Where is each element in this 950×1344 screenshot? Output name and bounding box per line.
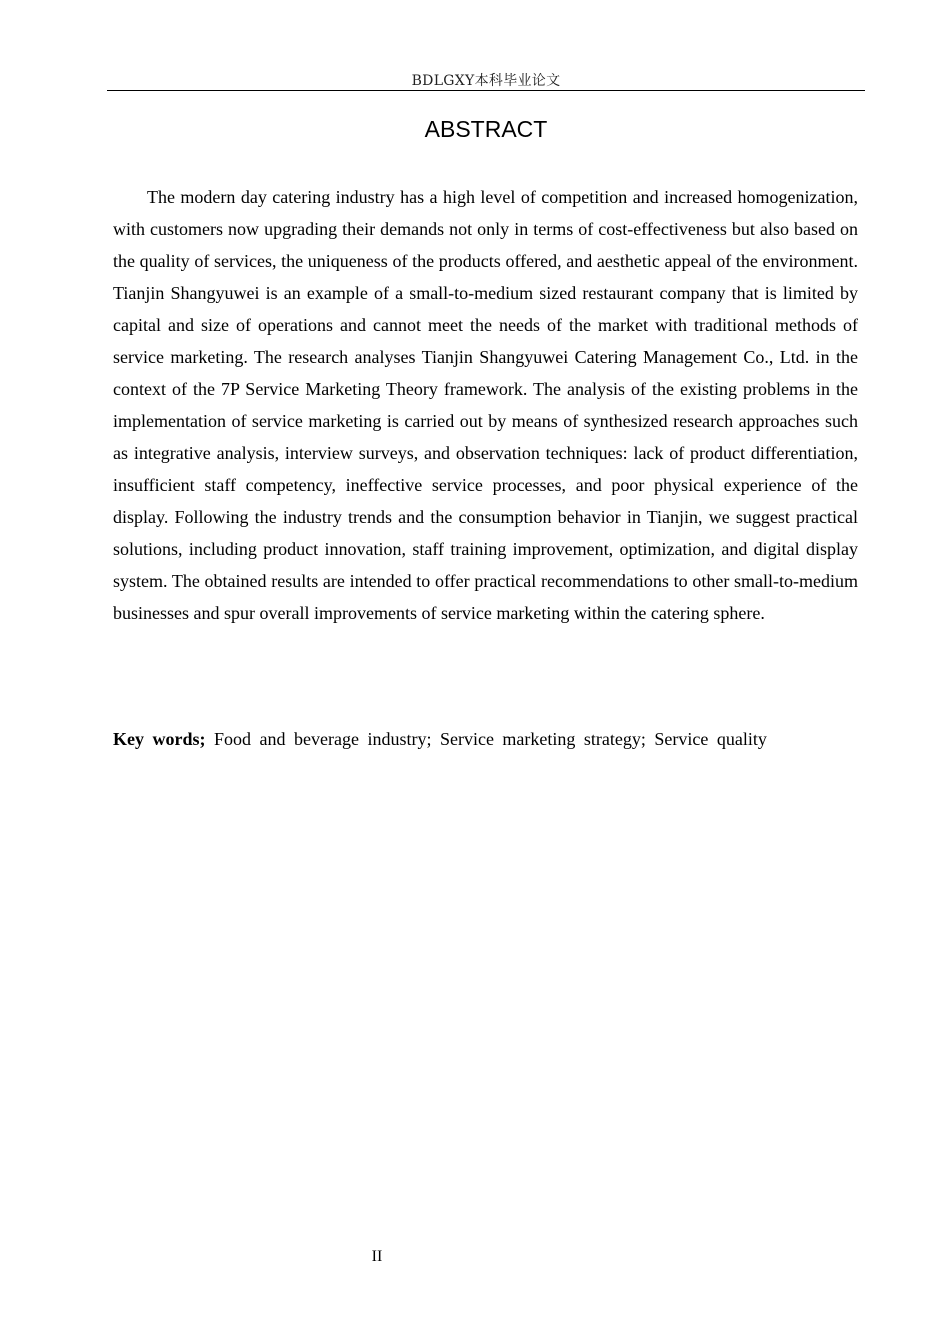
abstract-body: The modern day catering industry has a high level of competition and increased homogenization, with customers now upgrading their demands not only in terms of cost-effectiveness but also based on the quality of services, the uniqueness of the products offered, and aesthetic appeal of the environment. Tianjin Shangyuwei is an example of a small-to-medium sized restaurant company that is limited by capital and size of operations and cannot meet the needs of the market with traditional methods of service marketing. The research analyses Tianjin Shangyuwei Catering Management Co., Ltd. in the context of the 7P Service Marketing Theory framework. The analysis of the existing problems in the implementation of service marketing is carried out by means of synthesized research approaches such as integrative analysis, interview surveys, and observation techniques: lack of product differentiation, insufficient staff competency, ineffective service processes, and poor physical experience of the display. Following the industry trends and the consumption behavior in Tianjin, we suggest practical solutions, including product innovation, staff training improvement, optimization, and digital display system. The obtained results are intended to offer practical recommendations to other small-to-medium businesses and spur overall improvements of service marketing within the catering sphere. xyxy=(113,187,858,623)
abstract-title: ABSTRACT xyxy=(424,116,548,142)
page-number: II xyxy=(371,1248,383,1265)
keywords-line xyxy=(113,725,858,753)
keywords-text: Food and beverage industry; Service marketing strategy; Service quality xyxy=(214,729,767,749)
header-rule xyxy=(107,90,865,91)
keywords-label: Key words; xyxy=(113,729,206,749)
running-header: BDLGXY本科毕业论文 xyxy=(411,73,561,89)
